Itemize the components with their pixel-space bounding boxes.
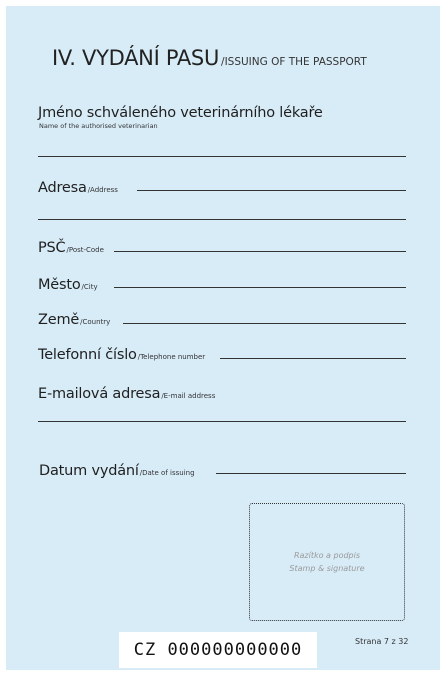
section-title-cz: IV. VYDÁNÍ PASU	[52, 46, 220, 70]
stamp-label-cz: Razítko a podpis	[293, 551, 361, 560]
veterinarian-field-line[interactable]	[38, 156, 406, 157]
stamp-label-en: Stamp & signature	[289, 564, 365, 573]
passport-serial-number: CZ 000000000000	[119, 632, 317, 668]
passport-page	[6, 6, 440, 670]
date-field-line[interactable]	[216, 473, 406, 474]
city-field-line[interactable]	[114, 287, 406, 288]
veterinarian-label: Jméno schváleného veterinárního lékaře	[38, 105, 323, 121]
country-field-line[interactable]	[123, 323, 406, 324]
address-label: Adresa/Address	[38, 180, 118, 196]
veterinarian-label-en: Name of the authorised veterinarian	[39, 122, 158, 130]
email-field-line[interactable]	[38, 421, 406, 422]
postcode-field-line[interactable]	[114, 251, 406, 252]
date-label: Datum vydání/Date of issuing	[39, 463, 195, 479]
stamp-signature-box[interactable]	[249, 503, 405, 621]
address-field-line[interactable]	[137, 190, 406, 191]
section-title-en: /ISSUING OF THE PASSPORT	[221, 56, 367, 68]
page-number: Strana 7 z 32	[355, 637, 409, 646]
section-title	[52, 46, 367, 70]
address-field-line-2[interactable]	[38, 219, 406, 220]
phone-field-line[interactable]	[220, 358, 406, 359]
country-label: Země/Country	[38, 312, 111, 328]
city-label: Město/City	[38, 277, 98, 293]
phone-label: Telefonní číslo/Telephone number	[38, 347, 206, 363]
email-label: E-mailová adresa/E-mail address	[38, 386, 216, 402]
postcode-label: PSČ/Post-Code	[38, 240, 104, 256]
